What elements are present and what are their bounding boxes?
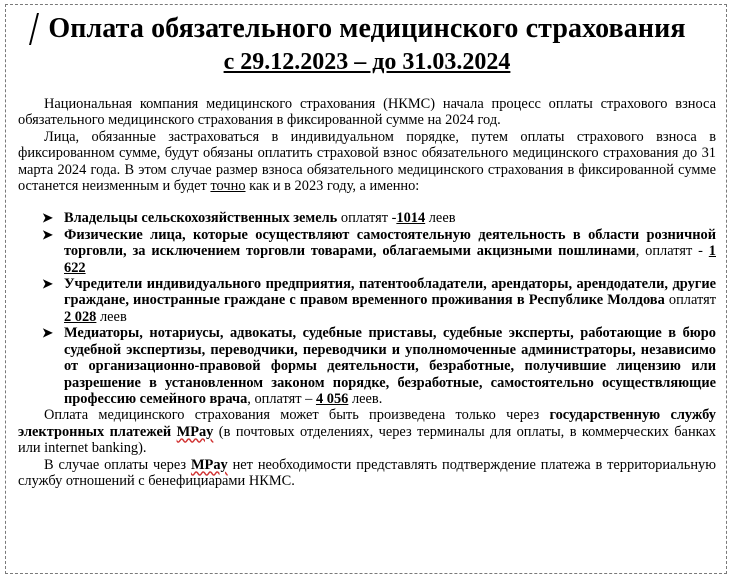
- mpay-name: MPay: [176, 423, 214, 440]
- payment-paragraph: [18, 407, 716, 456]
- currency: леев: [425, 210, 456, 227]
- document-body: [18, 96, 716, 489]
- arrow-bullet-icon: ➤: [42, 226, 53, 242]
- list-item: [18, 276, 716, 325]
- arrow-bullet-icon: ➤: [42, 276, 53, 292]
- category-verb: оплатят -: [337, 210, 397, 227]
- amount: 2 028: [64, 308, 97, 325]
- category-name: Медиаторы, нотариусы, адвокаты, судебные приставы, судебные эксперты, работающие в бюро судебной экспертизы, переводчики, переводчики и уполномоченные администраторы, независимо от организационно-правовой формы деятельности, безработные, получившие лицензию или разрешение в установленном законом порядке, безработные, самостоятельно осуществляющие профессию семейного врача: [64, 325, 716, 407]
- payment-text: Оплата медицинского страхования может быть произведена только через: [44, 407, 550, 424]
- category-name: Владельцы сельскохозяйственных земель: [64, 210, 338, 227]
- amount: 1014: [396, 210, 426, 227]
- category-verb: , оплатят –: [247, 390, 316, 407]
- currency: леев.: [348, 390, 383, 407]
- intro-paragraph: [18, 96, 716, 129]
- list-item: [18, 325, 716, 407]
- list-item: [18, 227, 716, 276]
- list-item: [18, 210, 716, 226]
- arrow-bullet-icon: ➤: [42, 325, 53, 341]
- obligation-paragraph: [18, 129, 716, 195]
- payer-list: [18, 210, 716, 407]
- category-name: Физические лица, которые осуществляют самостоятельную деятельность в области розничной торговли, за исключением торговли товарами, облагаемыми акцизными пошлинами: [64, 226, 716, 260]
- obligation-text: Лица, обязанные застраховаться в индивидуальном порядке, путем оплаты страхового взноса в фиксированном сумме, будут обязаны оплатить страховой взнос обязательного медицинского страхования до 31 марта 2024 года. В этом случае размер взноса обязательного медицинского страхования в фиксированной сумме останется неизменным и будет: [18, 128, 716, 195]
- date-range-subtitle: с 29.12.2023 – до 31.03.2024: [223, 49, 511, 75]
- underlined-word: точно: [210, 178, 246, 195]
- category-verb: , оплатят -: [635, 243, 709, 260]
- obligation-text-end: как и в 2023 году, а именно:: [245, 178, 420, 195]
- currency: леев: [96, 308, 127, 325]
- final-text: В случае оплаты через: [44, 456, 191, 473]
- arrow-bullet-icon: ➤: [42, 210, 53, 226]
- amount: 1 622: [64, 243, 716, 276]
- payment-channels: (в почтовых отделениях, через терминалы для оплаты, в коммерческих банках или internet banking).: [18, 423, 716, 457]
- amount: 4 056: [315, 390, 349, 407]
- intro-text: Национальная компания медицинского страхования (НКМС) начала процесс оплаты страхового взноса обязательного медицинского страхования в фиксированной сумме на 2024 год.: [18, 96, 716, 129]
- page-title: Оплата обязательного медицинского страхования: [48, 13, 686, 44]
- final-text-end: нет необходимости представлять подтверждение платежа в территориальную службу отношений с бенефициарами НКМС.: [18, 456, 716, 489]
- final-paragraph: [18, 457, 716, 490]
- mpay-name: MPay: [190, 456, 228, 473]
- payment-service: государственную службу электронных платежей: [18, 407, 716, 440]
- category-name: Учредители индивидуального предприятия, патентообладатели, арендаторы, арендодатели, другие граждане, иностранные граждане с правом временного проживания в Республике Молдова: [64, 276, 716, 309]
- category-verb: оплатят: [664, 292, 716, 309]
